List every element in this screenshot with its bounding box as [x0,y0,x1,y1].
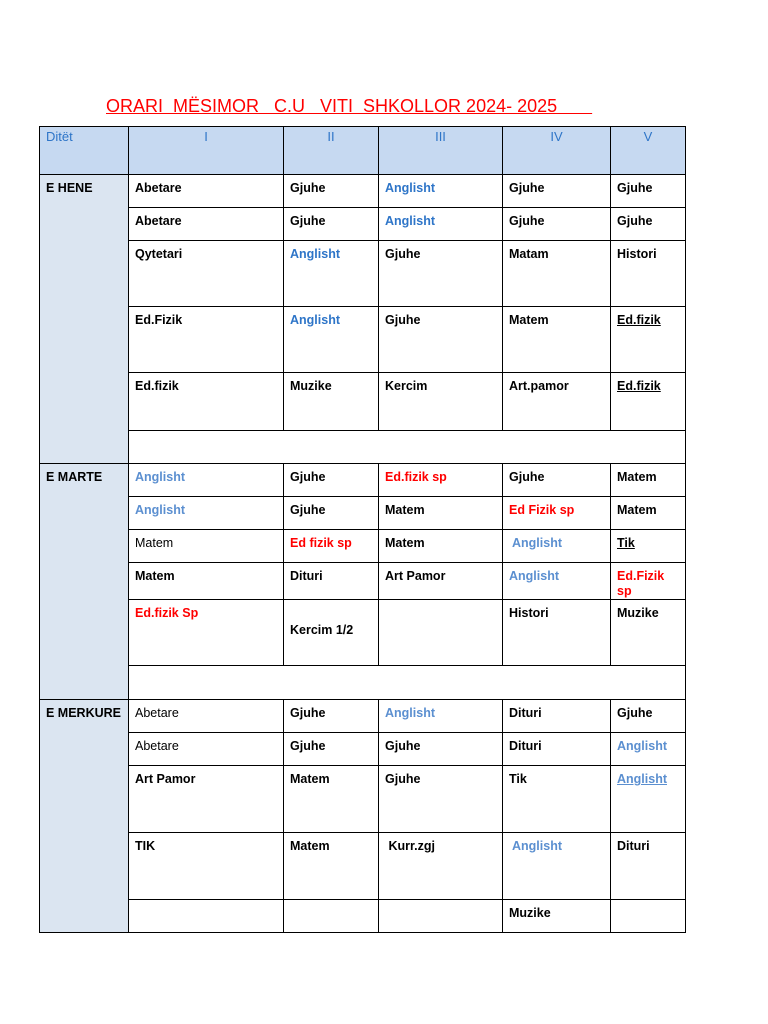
cell: TIK [129,833,284,900]
header-col-5: V [611,127,686,175]
table-row [40,464,686,497]
cell: Muzike [284,373,379,431]
cell: Gjuhe [503,464,611,497]
cell: Art Pamor [129,766,284,833]
cell: Gjuhe [379,766,503,833]
cell: Gjuhe [284,208,379,241]
cell: Abetare [129,175,284,208]
timetable [39,126,686,933]
table-row [40,700,686,733]
cell: Ed.fizik Sp [129,600,284,666]
cell [611,900,686,933]
table-row [40,733,686,766]
cell: Anglisht [284,241,379,307]
table-row [40,900,686,933]
header-day: Ditët [40,127,129,175]
table-row [40,563,686,600]
cell: Qytetari [129,241,284,307]
cell: Ed.fizik [611,373,686,431]
table-row [40,600,686,666]
cell: Abetare [129,208,284,241]
day-label: E MERKURE [40,700,129,933]
cell: Abetare [129,733,284,766]
cell: Anglisht [503,833,611,900]
cell: Anglisht [379,208,503,241]
cell: Matam [503,241,611,307]
header-col-4: IV [503,127,611,175]
cell: Matem [379,530,503,563]
cell: Anglisht [379,175,503,208]
header-col-1: I [129,127,284,175]
cell [284,900,379,933]
cell: Gjuhe [284,464,379,497]
cell [129,900,284,933]
header-row [40,127,686,175]
table-row [40,241,686,307]
cell: Matem [284,833,379,900]
cell: Matem [284,766,379,833]
day-label: E HENE [40,175,129,464]
cell: Anglisht [129,497,284,530]
cell: Tik [503,766,611,833]
cell: Gjuhe [379,241,503,307]
cell: Kurr.zgj [379,833,503,900]
cell: Gjuhe [611,208,686,241]
blank-cell [129,431,686,464]
cell: Art Pamor [379,563,503,600]
cell: Gjuhe [503,175,611,208]
table-row [40,208,686,241]
cell: Gjuhe [284,700,379,733]
table-row [40,307,686,373]
cell: Matem [611,497,686,530]
cell: Anglisht [611,766,686,833]
table-row [40,833,686,900]
blank-row [40,666,686,700]
cell-text: Kercim 1/2 [290,623,354,637]
table-row [40,497,686,530]
cell: Art.pamor [503,373,611,431]
cell: Gjuhe [503,208,611,241]
cell: Histori [503,600,611,666]
cell: Ed.fizik sp [379,464,503,497]
cell: Muzike [503,900,611,933]
cell: Matem [379,497,503,530]
cell: Ed Fizik sp [503,497,611,530]
cell: Histori [611,241,686,307]
day-label: E MARTE [40,464,129,700]
cell: Kercim [379,373,503,431]
table-row [40,373,686,431]
cell: Gjuhe [611,700,686,733]
cell: Gjuhe [611,175,686,208]
table-row [40,766,686,833]
cell: Dituri [611,833,686,900]
cell: Ed.Fizik [129,307,284,373]
cell: Dituri [284,563,379,600]
cell: Gjuhe [379,307,503,373]
cell: Tik [611,530,686,563]
cell: Abetare [129,700,284,733]
table-row [40,530,686,563]
cell: Matem [611,464,686,497]
header-col-2: II [284,127,379,175]
cell: Gjuhe [284,733,379,766]
cell: Gjuhe [284,175,379,208]
cell: Ed.fizik [611,307,686,373]
cell [379,600,503,666]
cell: Gjuhe [379,733,503,766]
cell: Dituri [503,700,611,733]
cell: Anglisht [129,464,284,497]
cell: Matem [129,530,284,563]
header-col-3: III [379,127,503,175]
cell: Muzike [611,600,686,666]
cell: Matem [129,563,284,600]
cell: Anglisht [379,700,503,733]
cell: Ed.Fizik sp [611,563,686,600]
cell: Anglisht [503,530,611,563]
cell: Anglisht [611,733,686,766]
cell [284,600,379,666]
cell [379,900,503,933]
cell: Matem [503,307,611,373]
cell: Ed fizik sp [284,530,379,563]
cell: Ed.fizik [129,373,284,431]
cell: Gjuhe [284,497,379,530]
cell: Anglisht [284,307,379,373]
blank-cell [129,666,686,700]
table-row [40,175,686,208]
cell: Anglisht [503,563,611,600]
blank-row [40,431,686,464]
cell: Dituri [503,733,611,766]
page-title: ORARI MËSIMOR C.U VITI SHKOLLOR 2024- 2025 [106,96,593,116]
